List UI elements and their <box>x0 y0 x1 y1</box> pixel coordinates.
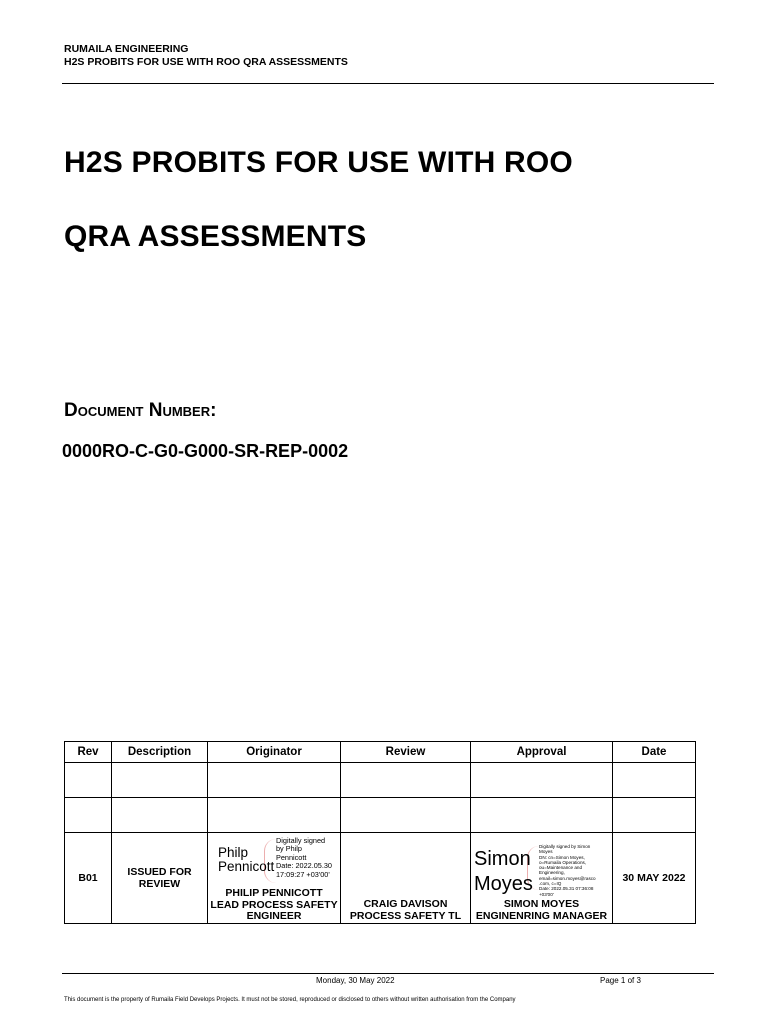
approval-digital-signature <box>471 844 612 899</box>
review-title: PROCESS SAFETY TL <box>349 910 462 922</box>
approval-name: SIMON MOYES <box>503 898 580 910</box>
footer-rule <box>62 973 714 974</box>
footer-confidentiality-notice: This document is the property of Rumaila Field Develops Projects. It must not be stored, reproduced or disclosed to others without written authorisation from the Company <box>64 997 516 1003</box>
originator-digital-signature <box>208 833 340 888</box>
header-rev: Rev <box>65 742 112 763</box>
signature-name-line-1: Philp <box>218 845 249 860</box>
signature-details: Digitally signed by Simon Moyes DN: cn=Simon Moyes, o=Rumaila Operations, ou=Maintenance and Engineering, email=simon.moyes@rasco .com, c=IQ Date: 2022.05.31 07:36:08 +03'00' <box>539 844 596 897</box>
description-cell: ISSUED FOR REVIEW <box>112 833 208 924</box>
blank-revision-row <box>65 798 696 833</box>
revision-row-b01 <box>65 833 696 924</box>
signature-details: Digitally signed by Philp Pennicott Date: 2022.05.30 17:09:27 +03'00' <box>276 836 332 879</box>
document-number-label: Document Number: <box>64 400 217 421</box>
originator-cell <box>208 833 341 924</box>
document-title-line-2: QRA ASSESSMENTS <box>64 220 367 253</box>
signature-name-line-1: Simon <box>474 848 531 870</box>
document-number-value: 0000RO-C-G0-G000-SR-REP-0002 <box>62 441 349 461</box>
header-rule <box>62 83 714 84</box>
footer-date: Monday, 30 May 2022 <box>316 976 395 985</box>
footer-page-number: Page 1 of 3 <box>600 976 641 985</box>
signature-name-line-2: Moyes <box>474 873 533 895</box>
header-review: Review <box>341 742 471 763</box>
originator-name: PHILIP PENNICOTT <box>225 887 323 899</box>
rev-cell: B01 <box>65 833 112 924</box>
review-cell <box>341 833 471 924</box>
date-cell: 30 MAY 2022 <box>613 833 696 924</box>
header-company: RUMAILA ENGINEERING <box>64 43 189 55</box>
review-name: CRAIG DAVISON <box>363 898 448 910</box>
header-date: Date <box>613 742 696 763</box>
header-description: Description <box>112 742 208 763</box>
header-subtitle: H2S PROBITS FOR USE WITH ROO QRA ASSESSMENTS <box>64 56 348 68</box>
signature-name-line-2: Pennicott <box>218 859 275 875</box>
revision-table-header-row <box>65 742 696 763</box>
document-title-line-1: H2S PROBITS FOR USE WITH ROO <box>64 146 573 179</box>
originator-title: LEAD PROCESS SAFETY ENGINEER <box>210 899 338 922</box>
header-approval: Approval <box>471 742 613 763</box>
approval-cell <box>471 833 613 924</box>
running-header <box>64 43 348 69</box>
approval-title: ENGINENRING MANAGER <box>475 910 608 922</box>
blank-revision-row <box>65 763 696 798</box>
revision-table <box>64 741 696 924</box>
header-originator: Originator <box>208 742 341 763</box>
